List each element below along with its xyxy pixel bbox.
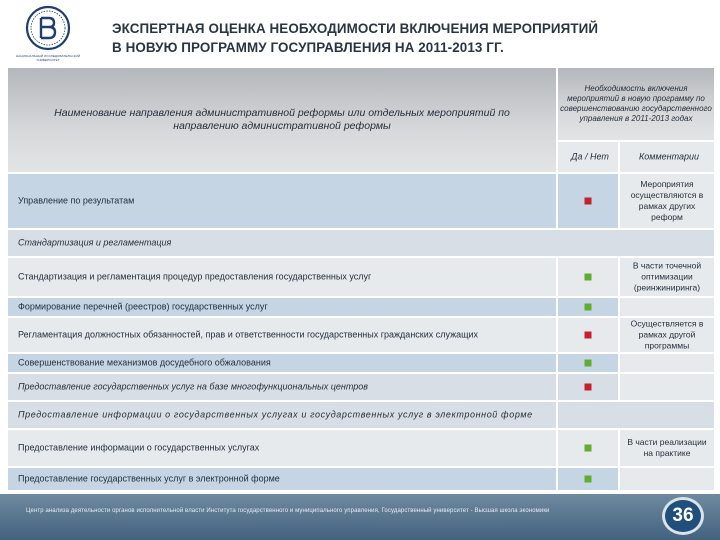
- section-cell: [8, 402, 556, 428]
- row-name-text: Управление по результатам: [18, 195, 135, 206]
- row-status-cell: [558, 354, 618, 372]
- slide-title-line-2: В НОВУЮ ПРОГРАММУ ГОСУПРАВЛЕНИЯ НА 2011-2013 ГГ.: [112, 40, 504, 55]
- table-row: [8, 258, 714, 296]
- university-logo: [8, 4, 88, 64]
- row-name-cell: [8, 174, 556, 228]
- row-name-text: Предоставление государственных услуг в электронной форме: [18, 473, 280, 484]
- row-status-cell: [558, 174, 618, 228]
- row-comment-cell: [620, 430, 714, 466]
- row-status-cell: [558, 318, 618, 352]
- section-cell: [8, 230, 714, 256]
- row-status-cell: [558, 430, 618, 466]
- table-header-row: [8, 68, 714, 172]
- header-name-cell: [8, 68, 556, 172]
- row-name-text: Стандартизация и регламентация процедур предоставления государственных услуг: [18, 271, 372, 282]
- header-yes-no-cell: [558, 142, 618, 172]
- header-yes-no-text: Да / Нет: [571, 151, 609, 162]
- header-comment-text: Комментарии: [638, 151, 700, 162]
- table-row: [8, 298, 714, 316]
- row-name-text: Предоставление государственных услуг на базе многофункциональных центров: [18, 381, 368, 392]
- row-status-cell: [558, 298, 618, 316]
- table-row: [8, 354, 714, 372]
- section-text: Предоставление информации о государственных услугах и государственных услуг в электронной форме: [18, 409, 533, 420]
- status-yes-marker: [585, 445, 592, 452]
- footer-text: Центр анализа деятельности органов исполнительной власти Института государственного и муниципального управления, Государственный университет - Высшая школа экономики: [26, 508, 550, 514]
- header-name-text: Наименование направления административной реформы или отдельных мероприятий по направлению административной реформы: [54, 107, 510, 132]
- row-status-cell: [558, 374, 618, 400]
- table-section-row: [8, 402, 714, 428]
- status-yes-marker: [585, 360, 592, 367]
- section-text: Стандартизация и регламентация: [18, 237, 172, 248]
- row-comment-text: В части реализации на практике: [627, 437, 707, 458]
- slide-footer: [0, 494, 720, 540]
- row-name-cell: [8, 354, 556, 372]
- hse-university-logo-icon: [8, 4, 88, 54]
- assessment-table: [8, 68, 714, 490]
- table-row: [8, 468, 714, 490]
- row-name-cell: [8, 258, 556, 296]
- row-comment-cell: [620, 258, 714, 296]
- row-name-text: Предоставление информации о государственных услугах: [18, 442, 260, 453]
- status-yes-marker: [585, 274, 592, 281]
- row-status-cell: [558, 258, 618, 296]
- row-name-text: Формирование перечней (реестров) государственных услуг: [18, 301, 268, 312]
- header-need-text: Необходимость включения мероприятий в новую программу по совершенствованию государственного управления в 2011-2013 годах: [560, 84, 712, 123]
- table-row: [8, 374, 714, 400]
- row-name-text: Регламентация должностных обязанностей, прав и ответственности государственных гражданских служащих: [18, 329, 479, 340]
- table-row: [8, 318, 714, 352]
- row-comment-cell: [620, 318, 714, 352]
- row-comment-cell: [620, 468, 714, 490]
- row-name-cell: [8, 468, 556, 490]
- row-name-cell: [8, 374, 556, 400]
- status-yes-marker: [585, 476, 592, 483]
- row-name-cell: [8, 318, 556, 352]
- status-no-marker: [585, 332, 592, 339]
- row-comment-text: Осуществляется в рамках другой программы: [630, 318, 704, 351]
- row-name-cell: [8, 430, 556, 466]
- status-yes-marker: [585, 304, 592, 311]
- logo-caption: НАЦИОНАЛЬНЫЙ ИССЛЕДОВАТЕЛЬСКИЙ УНИВЕРСИТЕТ: [15, 54, 81, 62]
- slide-header: [0, 0, 720, 68]
- header-comment-cell: [620, 142, 714, 172]
- row-status-cell: [558, 468, 618, 490]
- row-name-cell: [8, 298, 556, 316]
- slide-title: [112, 19, 692, 57]
- table-section-row: [8, 230, 714, 256]
- row-comment-cell: [620, 354, 714, 372]
- row-comment-cell: [620, 374, 714, 400]
- page-number-badge: 36: [662, 497, 704, 535]
- slide-title-line-1: ЭКСПЕРТНАЯ ОЦЕНКА НЕОБХОДИМОСТИ ВКЛЮЧЕНИЯ МЕРОПРИЯТИЙ: [112, 21, 599, 36]
- row-name-text: Совершенствование механизмов досудебного обжалования: [18, 357, 271, 368]
- table-row: [8, 174, 714, 228]
- status-no-marker: [585, 198, 592, 205]
- row-comment-text: Мероприятия осуществляются в рамках других реформ: [630, 179, 704, 222]
- section-filler-cell: [558, 402, 714, 428]
- row-comment-text: В части точечной оптимизации (реинжиниринга): [632, 260, 702, 293]
- status-no-marker: [585, 384, 592, 391]
- row-comment-cell: [620, 298, 714, 316]
- row-comment-cell: [620, 174, 714, 228]
- header-need-cell: [558, 68, 714, 140]
- table-row: [8, 430, 714, 466]
